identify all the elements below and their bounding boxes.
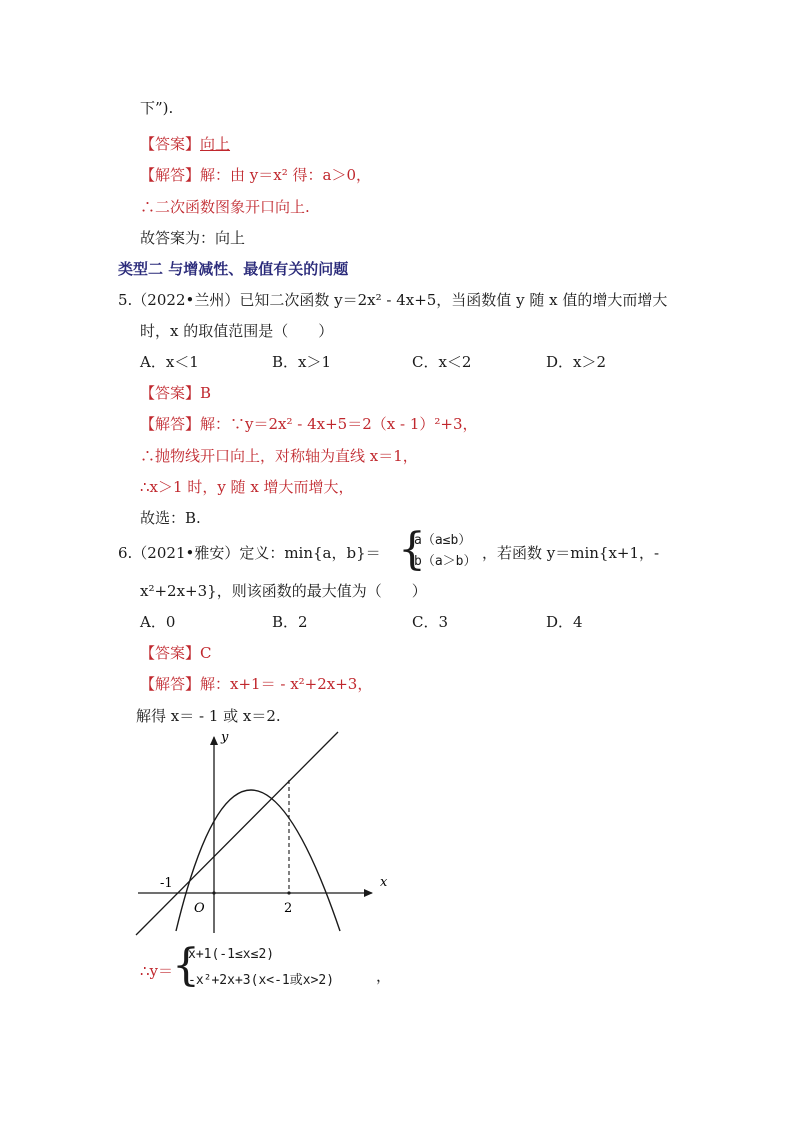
piecewise-case-2: -x²+2x+3(x<-1或x>2) [188,973,335,988]
answer-tag: 【答案】 [140,644,201,662]
origin-label: O [194,901,205,916]
answer-line [140,643,212,663]
answer-value: 向上 [200,135,231,153]
solution-text: 解：∵y＝2x² ‑ 4x+5＝2（x ‑ 1）²+3， [200,415,478,433]
piecewise-case-2: b（a＞b） [414,554,477,569]
option-d: D．4 [546,613,583,631]
solution-text: 解：由 y＝x² 得：a＞0， [200,166,371,184]
solution-line [140,414,478,434]
x-axis-label: x [380,875,388,890]
option-a: A．x＜1 [140,353,199,371]
text-line: 下”). [140,99,174,117]
answer-value: C [200,644,212,662]
question-5-stem: 5.（2022•兰州）已知二次函数 y＝2x² ‑ 4x+5，当函数值 y 随 x 值的增大而增大 [118,291,668,309]
solution-line: 故选：B. [140,509,201,527]
question-6-stem-cont: ，若函数 y＝min{x+1，‑ [482,544,660,562]
answer-tag: 【答案】 [140,384,201,402]
final-suffix: ， [376,967,392,985]
piecewise-case-1: a（a≤b） [414,533,472,548]
question-6-stem-line2: x²+2x+3}，则该函数的最大值为（ ） [140,582,427,600]
question-5-stem-cont: 时，x 的取值范围是（ ） [140,322,334,340]
final-prefix: ∴y＝ [140,962,174,980]
answer-tag: 【答案】 [140,135,201,153]
solution-line [140,674,372,694]
solution-tag: 【解答】 [140,415,201,433]
solution-tag: 【解答】 [140,166,201,184]
solution-line: ∴抛物线开口向上，对称轴为直线 x＝1， [140,447,418,465]
origin-dot [212,891,215,894]
left-brace: { [398,524,426,575]
solution-line: 故答案为：向上 [140,229,246,247]
two-label: 2 [284,901,293,916]
section-heading: 类型二 与增减性、最值有关的问题 [118,260,349,278]
neg-one-label: -1 [160,876,173,891]
option-c: C．3 [412,613,449,631]
line-y-x-plus-1 [136,732,338,935]
option-b: B．x＞1 [272,353,332,371]
option-c: C．x＜2 [412,353,472,371]
solution-text: 解：x+1＝ ‑ x²+2x+3， [200,675,373,693]
function-graph [130,725,390,940]
solution-line [140,165,371,185]
y-axis-label: y [221,730,229,745]
solution-line: ∴二次函数图象开口向上. [140,198,310,216]
left-brace: { [172,940,200,991]
answer-line [140,134,230,154]
question-6-stem: 6.（2021•雅安）定义：min{a，b}＝ [118,544,381,562]
piecewise-case-1: x+1(-1≤x≤2) [188,947,275,962]
tick-dot [287,891,290,894]
solution-line: 解得 x＝ ‑ 1 或 x＝2. [136,707,281,725]
answer-line [140,383,211,403]
option-d: D．x＞2 [546,353,607,371]
answer-value: B [200,384,212,402]
option-a: A．0 [140,613,176,631]
solution-tag: 【解答】 [140,675,201,693]
option-b: B．2 [272,613,308,631]
solution-line: ∴x＞1 时，y 随 x 增大而增大， [140,478,354,496]
